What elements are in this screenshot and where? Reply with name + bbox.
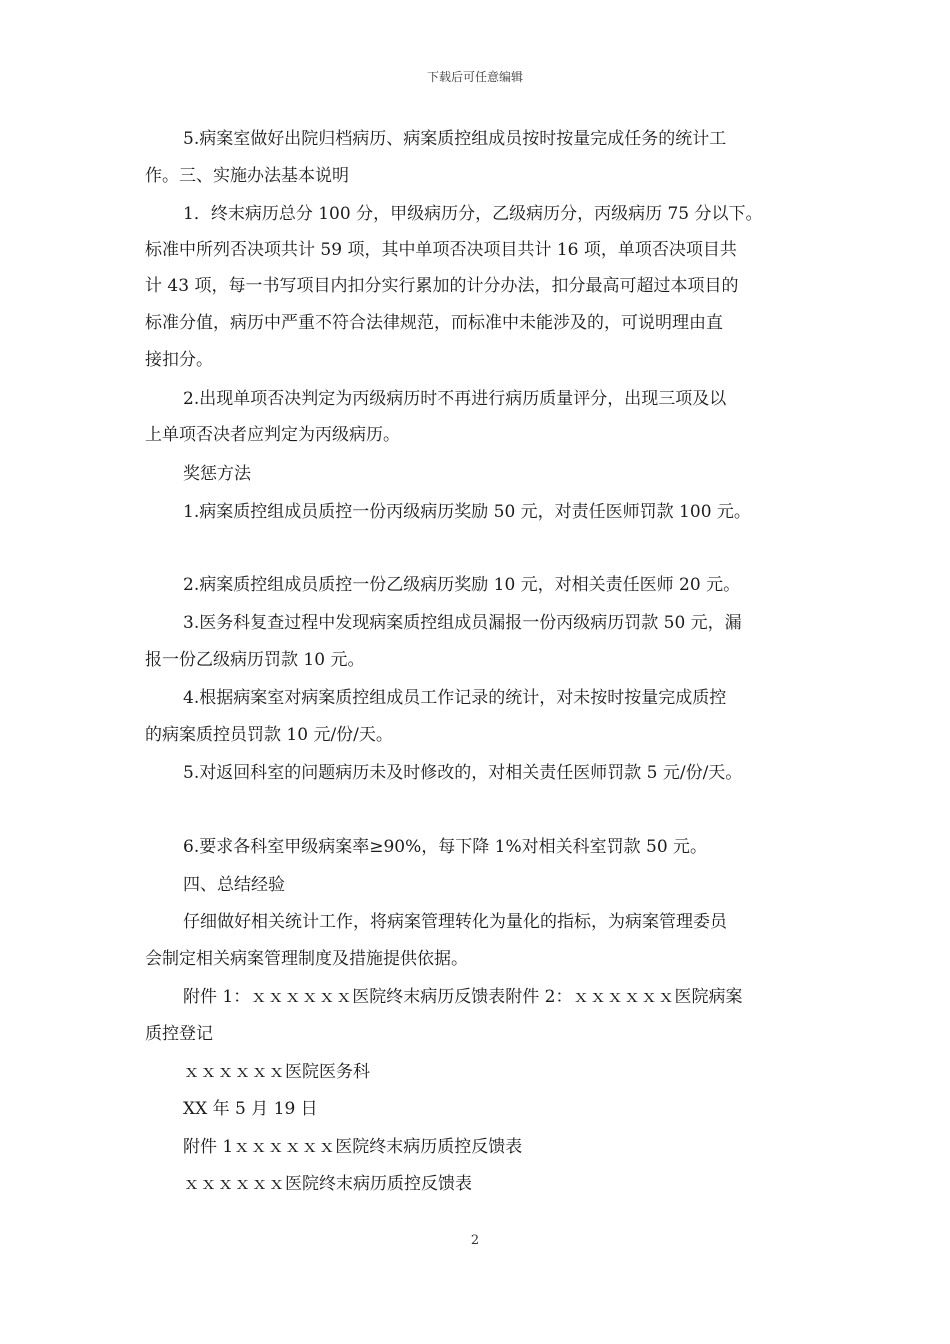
- section-heading: 奖惩方法: [183, 464, 251, 484]
- body-line: 质控登记: [145, 1024, 213, 1044]
- body-line: 作。三、实施办法基本说明: [145, 166, 349, 186]
- signature-line: ｘｘｘｘｘｘ医院医务科: [183, 1062, 370, 1082]
- body-line: 会制定相关病案管理制度及措施提供依据。: [145, 949, 468, 969]
- body-line: 接扣分。: [145, 350, 213, 370]
- body-line: 报一份乙级病历罚款 10 元。: [145, 650, 365, 670]
- body-line: 3.医务科复查过程中发现病案质控组成员漏报一份丙级病历罚款 50 元，漏: [183, 613, 742, 633]
- body-line: 标准分值，病历中严重不符合法律规范，而标准中未能涉及的，可说明理由直: [145, 313, 723, 333]
- body-line: 1.病案质控组成员质控一份丙级病历奖励 50 元，对责任医师罚款 100 元。: [183, 502, 751, 522]
- page-header: 下载后可任意编辑: [426, 70, 523, 84]
- body-line: 4.根据病案室对病案质控组成员工作记录的统计，对未按时按量完成质控: [183, 688, 727, 708]
- body-line: 6.要求各科室甲级病案率≥90%，每下降 1%对相关科室罚款 50 元。: [183, 837, 708, 857]
- body-line: 计 43 项，每一书写项目内扣分实行累加的计分办法，扣分最高可超过本项目的: [145, 276, 739, 296]
- body-line: 1．终末病历总分 100 分，甲级病历分，乙级病历分，丙级病历 75 分以下。: [183, 204, 763, 224]
- body-line: 附件 1：ｘｘｘｘｘｘ医院终末病历反馈表附件 2：ｘｘｘｘｘｘ医院病案: [183, 987, 743, 1007]
- body-line: 附件 1ｘｘｘｘｘｘ医院终末病历质控反馈表: [183, 1137, 523, 1157]
- body-line: 2.出现单项否决判定为丙级病历时不再进行病历质量评分，出现三项及以: [183, 389, 727, 409]
- body-line: 的病案质控员罚款 10 元/份/天。: [145, 725, 393, 745]
- section-heading: 四、总结经验: [183, 875, 285, 895]
- body-line: 上单项否决者应判定为丙级病历。: [145, 425, 400, 445]
- body-line: ｘｘｘｘｘｘ医院终末病历质控反馈表: [183, 1174, 472, 1194]
- date-line: XX 年 5 月 19 日: [183, 1099, 318, 1119]
- body-line: 仔细做好相关统计工作，将病案管理转化为量化的指标，为病案管理委员: [183, 912, 727, 932]
- page-number: 2: [470, 1233, 480, 1248]
- body-line: 5.病案室做好出院归档病历、病案质控组成员按时按量完成任务的统计工: [183, 129, 727, 149]
- body-line: 5.对返回科室的问题病历未及时修改的，对相关责任医师罚款 5 元/份/天。: [183, 763, 743, 783]
- body-line: 2.病案质控组成员质控一份乙级病历奖励 10 元，对相关责任医师 20 元。: [183, 575, 741, 595]
- body-line: 标准中所列否决项共计 59 项，其中单项否决项目共计 16 项，单项否决项目共: [145, 240, 737, 260]
